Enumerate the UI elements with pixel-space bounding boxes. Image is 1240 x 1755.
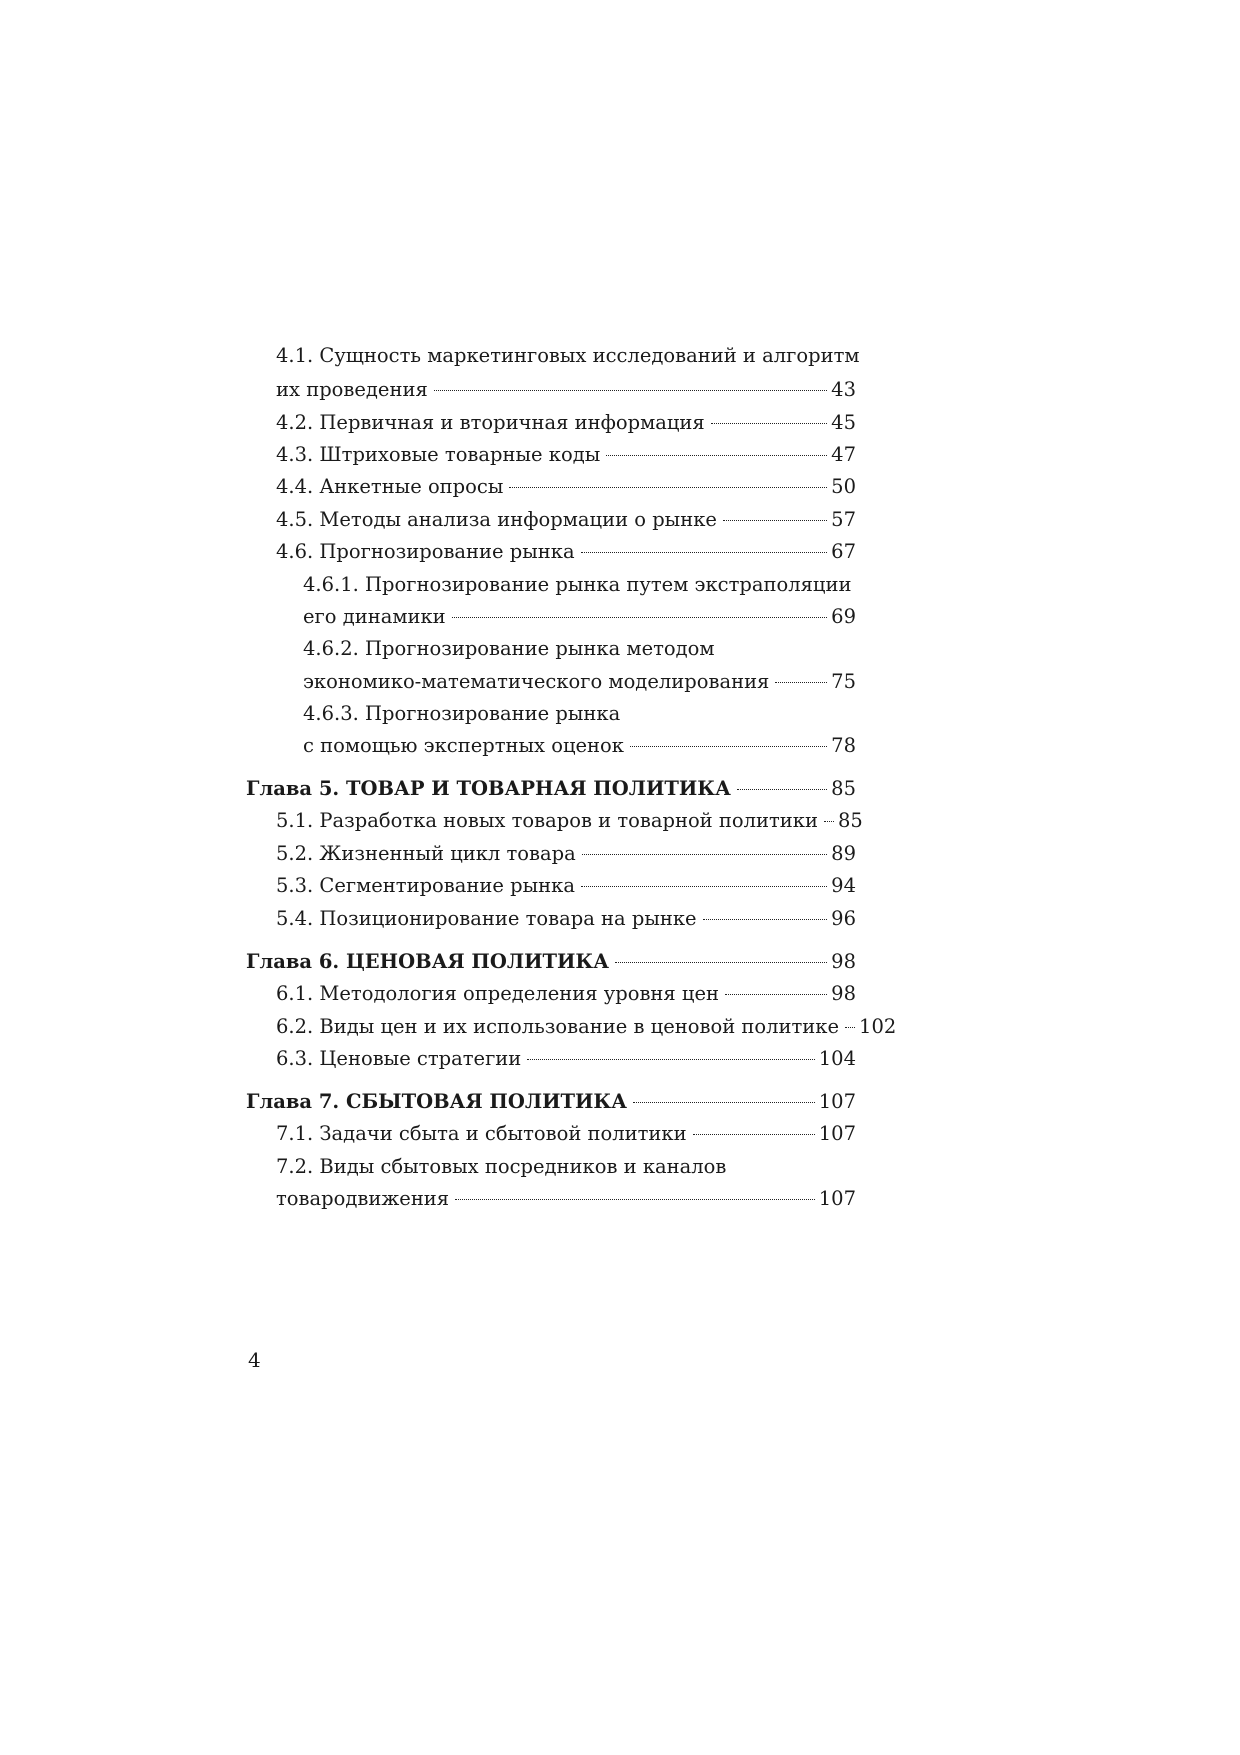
toc-page-number: 107 [818,1122,856,1145]
toc-entry-7-2-line1 [276,1149,726,1185]
toc-page-number: 85 [837,809,863,832]
toc-page-number: 102 [859,1015,897,1038]
toc-entry-title: 4.6.2. Прогнозирование рынка методом [303,637,715,660]
dot-leader [581,552,828,553]
toc-entry-4-3[interactable] [276,437,856,473]
dot-leader [845,1027,855,1028]
toc-entry-title: 7.2. Виды сбытовых посредников и каналов [276,1155,727,1178]
dot-leader [711,423,827,424]
dot-leader [633,1102,815,1103]
toc-entry-4-6[interactable] [276,534,856,570]
dot-leader [775,682,827,683]
toc-entry-title: его динамики [303,605,446,628]
dot-leader [615,962,827,963]
toc-entry-5-1[interactable] [276,803,863,839]
toc-page-number: 98 [831,982,856,1005]
toc-page-number: 69 [831,605,856,628]
toc-entry-title: 4.3. Штриховые товарные коды [276,443,601,466]
dot-leader [703,919,828,920]
toc-chapter-title: Глава 7. СБЫТОВАЯ ПОЛИТИКА [246,1090,628,1113]
toc-entry-title: 4.5. Методы анализа информации о рынке [276,508,717,531]
toc-chapter-6[interactable] [246,944,856,980]
dot-leader [725,994,827,995]
toc-page-number: 85 [831,777,856,800]
toc-entry-5-4[interactable] [276,901,856,937]
dot-leader [434,390,827,391]
toc-entry-4-6-2[interactable] [303,664,856,700]
toc-page-number: 50 [831,475,856,498]
toc-page-number: 104 [818,1047,856,1070]
toc-chapter-title: Глава 6. ЦЕНОВАЯ ПОЛИТИКА [246,950,610,973]
toc-entry-4-5[interactable] [276,502,856,538]
toc-page-number: 43 [831,378,856,401]
dot-leader [582,854,827,855]
toc-page-number: 78 [831,734,856,757]
toc-entry-title: 5.2. Жизненный цикл товара [276,842,576,865]
dot-leader [693,1134,815,1135]
toc-entry-4-6-3-line1 [303,696,620,732]
toc-entry-6-3[interactable] [276,1041,856,1077]
toc-entry-4-6-1[interactable] [303,599,856,635]
toc-page-number: 67 [831,540,856,563]
dot-leader [581,886,827,887]
toc-entry-title: 7.1. Задачи сбыта и сбытовой политики [276,1122,687,1145]
toc-entry-5-3[interactable] [276,868,856,904]
toc-entry-title: 4.6.1. Прогнозирование рынка путем экстраполяции [303,573,852,596]
toc-entry-4-1[interactable] [276,372,856,408]
toc-entry-title: 5.1. Разработка новых товаров и товарной политики [276,809,818,832]
toc-chapter-5[interactable] [246,771,856,807]
toc-entry-title: с помощью экспертных оценок [303,734,624,757]
toc-entry-title: 4.6. Прогнозирование рынка [276,540,575,563]
toc-entry-title: экономико-математического моделирования [303,670,770,693]
dot-leader [509,487,827,488]
toc-entry-4-2[interactable] [276,405,856,441]
dot-leader [606,455,827,456]
page-number: 4 [248,1348,261,1372]
toc-entry-5-2[interactable] [276,836,856,872]
dot-leader [824,821,834,822]
toc-entry-title: 6.3. Ценовые стратегии [276,1047,522,1070]
toc-entry-6-1[interactable] [276,976,856,1012]
toc-entry-title: 4.2. Первичная и вторичная информация [276,411,705,434]
toc-entry-title: 4.1. Сущность маркетинговых исследований и алгоритм [276,344,860,367]
toc-page-number: 107 [818,1090,856,1113]
toc-page-number: 75 [831,670,856,693]
toc-chapter-title: Глава 5. ТОВАР И ТОВАРНАЯ ПОЛИТИКА [246,777,731,800]
toc-entry-7-1[interactable] [276,1116,856,1152]
dot-leader [630,746,827,747]
toc-entry-title: 4.6.3. Прогнозирование рынка [303,702,621,725]
toc-chapter-7[interactable] [246,1084,856,1120]
toc-entry-title: 4.4. Анкетные опросы [276,475,504,498]
toc-entry-4-6-3[interactable] [303,728,856,764]
toc-page-number: 94 [831,874,856,897]
toc-entry-4-6-2-line1 [303,631,715,667]
toc-page-number: 107 [818,1187,856,1210]
toc-entry-title: их проведения [276,378,428,401]
dot-leader [723,520,827,521]
toc-entry-title: 5.4. Позиционирование товара на рынке [276,907,697,930]
dot-leader [527,1059,814,1060]
toc-page-number: 57 [831,508,856,531]
dot-leader [455,1199,815,1200]
toc-entry-4-1-line1 [276,338,860,374]
dot-leader [737,789,827,790]
dot-leader [452,617,828,618]
toc-page-number: 98 [831,950,856,973]
toc-entry-4-6-1-line1 [303,567,851,603]
toc-entry-title: товародвижения [276,1187,450,1210]
toc-entry-7-2[interactable] [276,1181,856,1217]
toc-page-number: 89 [831,842,856,865]
toc-page-number: 45 [831,411,856,434]
toc-entry-4-4[interactable] [276,469,856,505]
toc-entry-title: 5.3. Сегментирование рынка [276,874,575,897]
toc-entry-6-2[interactable] [276,1009,897,1045]
toc-page-number: 96 [831,907,856,930]
toc-entry-title: 6.1. Методология определения уровня цен [276,982,720,1005]
toc-page-number: 47 [831,443,856,466]
toc-entry-title: 6.2. Виды цен и их использование в ценовой политике [276,1015,840,1038]
